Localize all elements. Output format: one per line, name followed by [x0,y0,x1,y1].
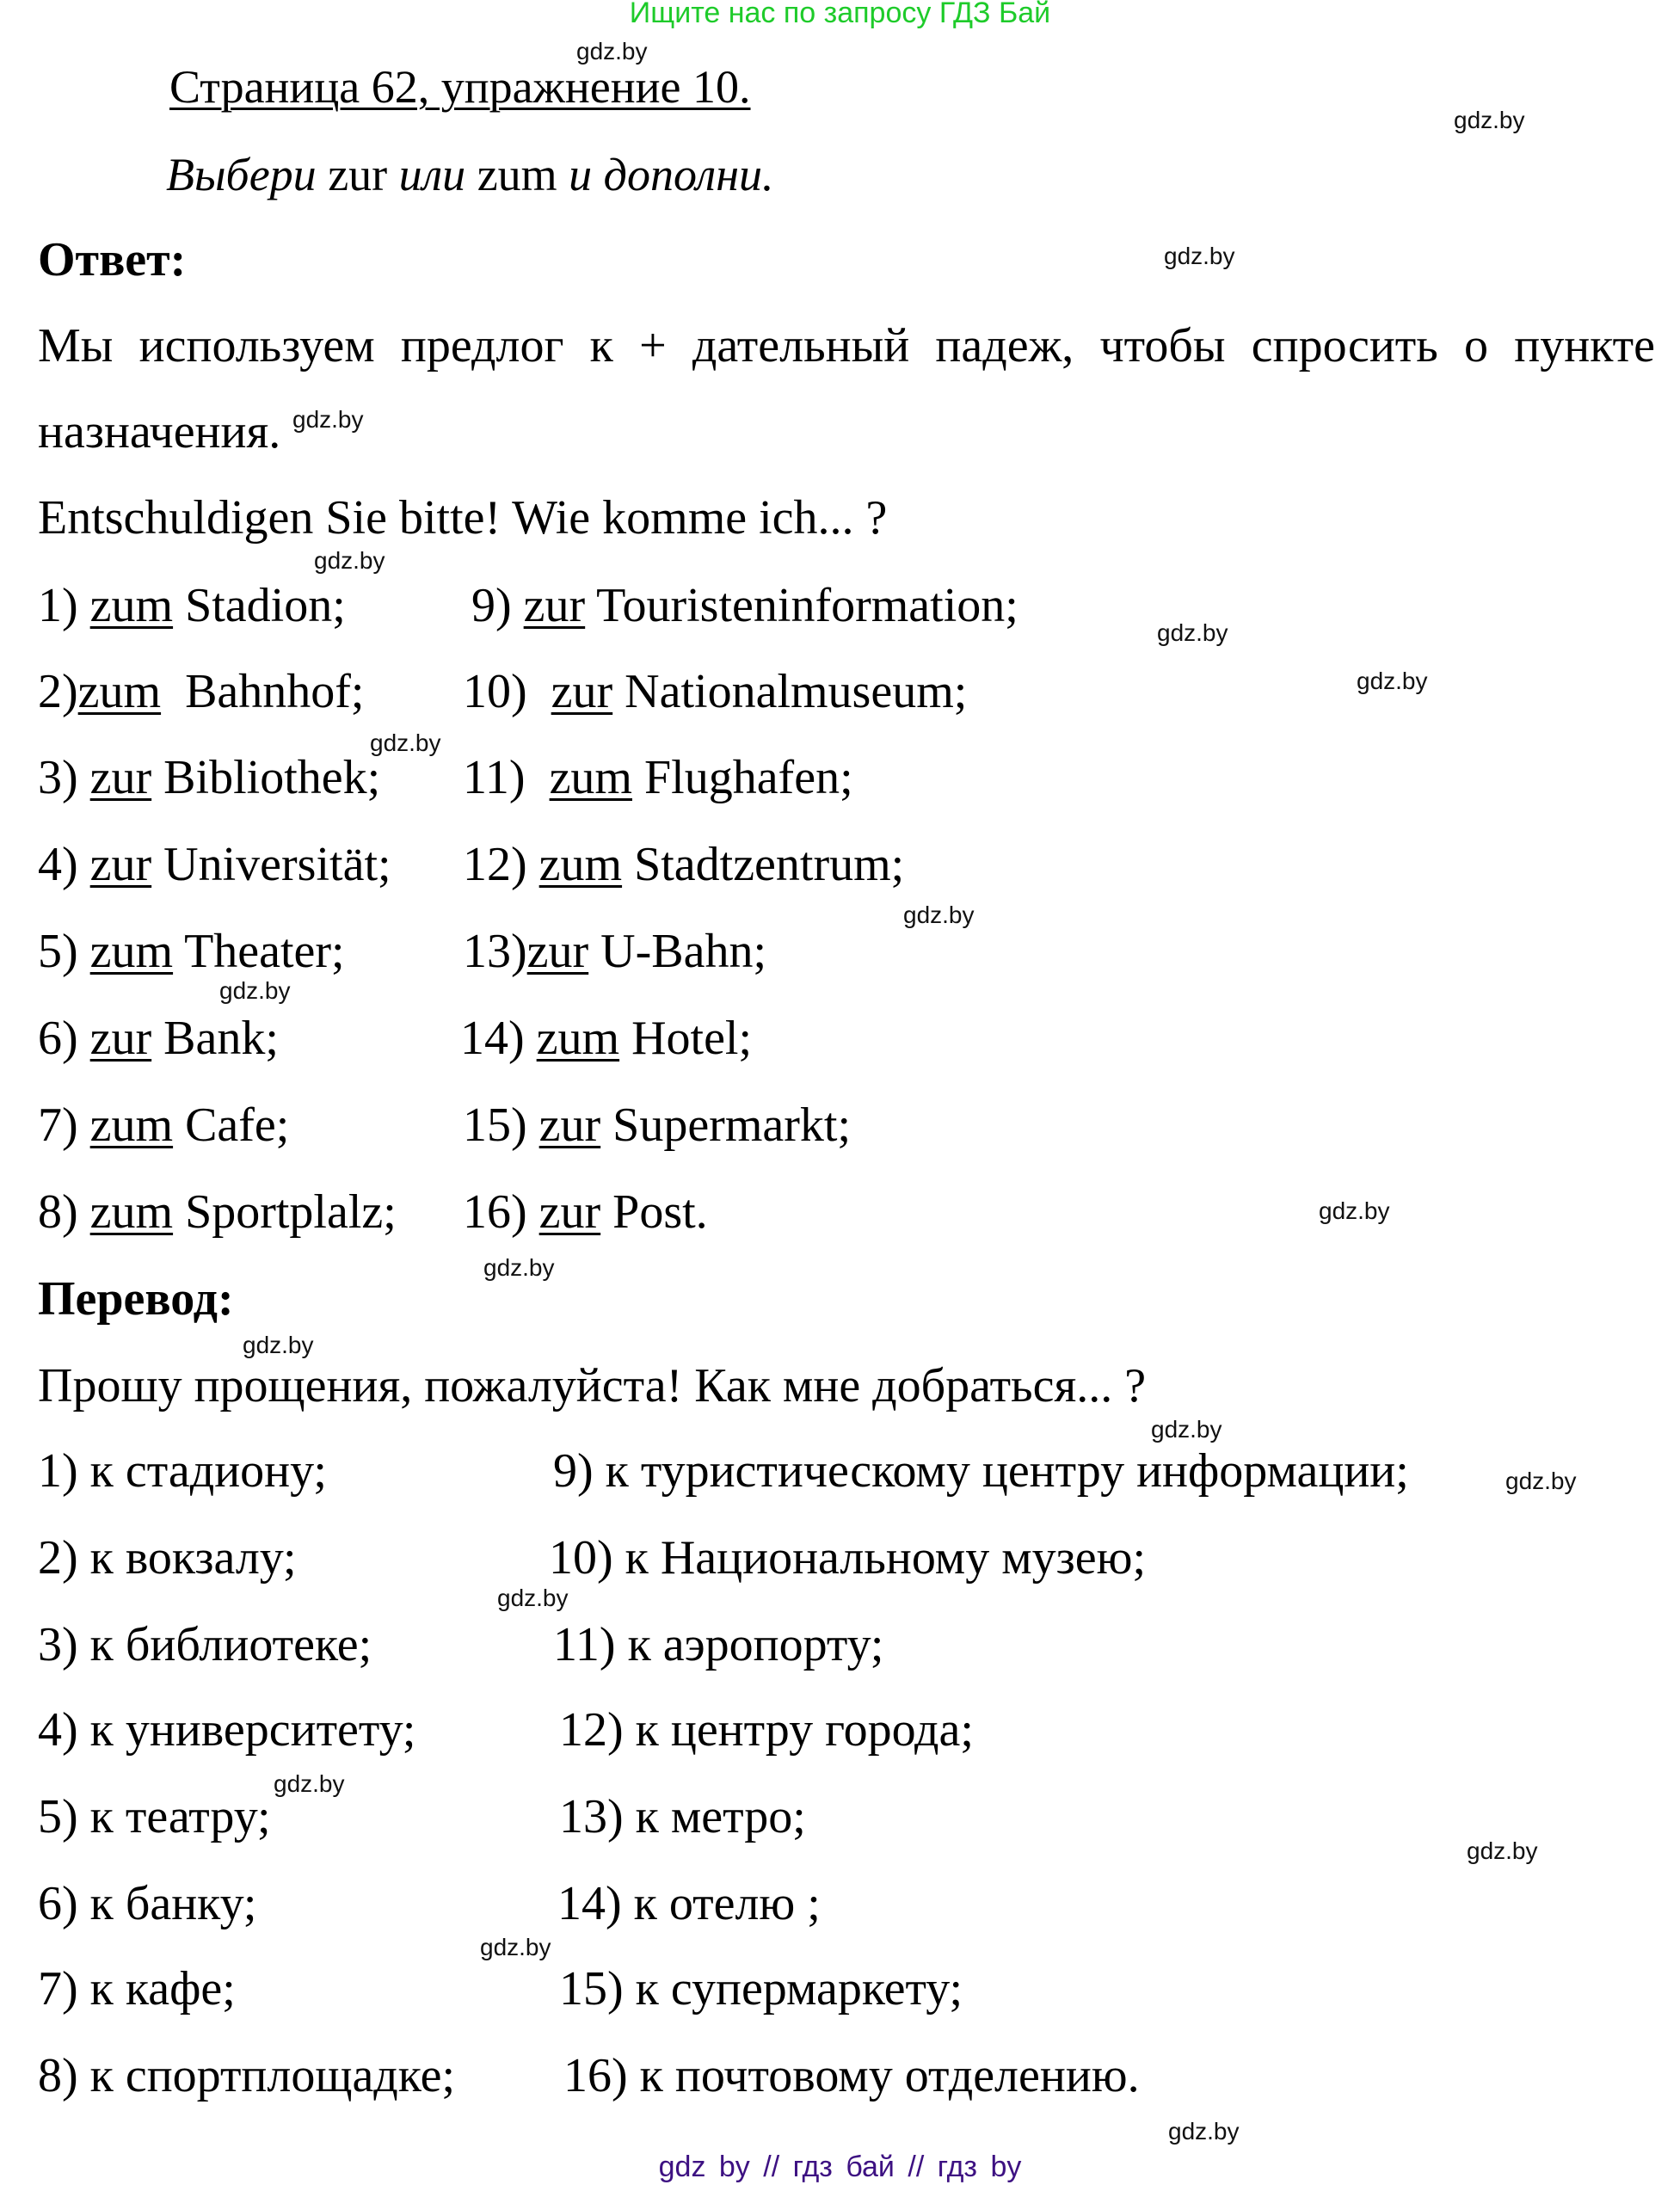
answer-preposition: zur [89,751,152,804]
watermark: gdz.by [314,547,385,574]
answer-preposition: zur [89,1012,152,1065]
search-banner[interactable]: Ищите нас по запросу ГДЗ Бай [629,0,1051,29]
watermark: gdz.by [1467,1837,1538,1864]
answer-preposition: zur [523,579,586,632]
answer-ru-item: 3) к библиотеке; [38,1618,372,1671]
answer-de-item: 4) zur Universität; [38,838,391,891]
answer-preposition: zum [549,751,632,804]
answer-ru-item: 15) к супермаркету; [559,1962,963,2015]
answer-preposition: zur [89,838,152,891]
answer-ru-item: 12) к центру города; [559,1703,974,1757]
watermark: gdz.by [480,1934,551,1960]
answer-ru-item: 1) к стадиону; [38,1444,327,1498]
answer-preposition: zum [89,1098,174,1152]
answer-heading: Ответ: [38,233,187,286]
answer-preposition: zum [536,1012,620,1065]
answer-de-item: 3) zur Bibliothek; [38,751,381,804]
question-german: Entschuldigen Sie bitte! Wie komme ich... ? [38,491,888,545]
watermark: gdz.by [497,1585,569,1611]
answer-de-item: 11) zum Flughafen; [463,751,853,804]
answer-ru-item: 5) к театру; [38,1790,271,1843]
answer-de-item: 8) zum Sportplalz; [38,1185,397,1239]
answer-preposition: zum [538,838,623,891]
watermark: gdz.by [1454,107,1525,133]
watermark: gdz.by [1151,1416,1222,1443]
answer-ru-item: 10) к Национальному музею; [549,1531,1147,1585]
answer-preposition: zur [538,1098,601,1152]
task-instruction [166,148,773,201]
answer-preposition: zur [551,665,613,718]
task-text: или [398,149,466,200]
task-text: Выбери [166,149,317,200]
answer-ru-item: 4) к университету; [38,1703,416,1757]
task-text: и дополни. [569,149,774,200]
task-word-zum: zum [477,149,557,200]
watermark: gdz.by [1357,668,1428,694]
answer-de-item: 7) zum Cafe; [38,1098,290,1152]
answer-ru-item: 11) к аэропорту; [553,1618,884,1671]
watermark: gdz.by [243,1332,314,1358]
answer-ru-item: 16) к почтовому отделению. [563,2049,1140,2102]
answer-de-item: 16) zur Post. [463,1185,708,1239]
answer-ru-item: 8) к спортплощадке; [38,2049,456,2102]
watermark: gdz.by [292,406,364,433]
watermark: gdz.by [219,977,291,1004]
answer-de-item: 5) zum Theater; [38,925,345,978]
answer-de-item: 15) zur Supermarkt; [463,1098,851,1152]
answer-ru-item: 13) к метро; [559,1790,806,1843]
answer-de-item: 1) zum Stadion; [38,579,346,632]
watermark: gdz.by [1164,243,1235,269]
answer-de-item: 14) zum Hotel; [460,1012,753,1065]
answer-preposition: zum [89,1185,174,1239]
answer-de-item: 2)zum Bahnhof; [38,665,365,718]
answer-de-item: 6) zur Bank; [38,1012,279,1065]
answer-de-item: 12) zum Stadtzentrum; [463,838,905,891]
answer-ru-item: 7) к кафе; [38,1962,236,2015]
watermark: gdz.by [1157,619,1228,646]
answer-ru-item: 2) к вокзалу; [38,1531,297,1585]
answer-preposition: zur [538,1185,601,1239]
explanation-line-2: назначения. [38,405,281,458]
answer-ru-item: 6) к банку; [38,1877,257,1930]
answer-preposition: zum [89,579,174,632]
watermark: gdz.by [483,1254,555,1281]
translation-heading: Перевод: [38,1272,234,1326]
answer-de-item: 9) zur Touristeninformation; [471,579,1018,632]
watermark: gdz.by [1319,1197,1390,1224]
answer-ru-item: 9) к туристическому центру информации; [553,1444,1409,1498]
answer-preposition: zum [89,925,174,978]
explanation-line-1: Мы используем предлог к + дательный падеж, чтобы спросить о пункте [38,319,1655,372]
answer-de-item: 13)zur U-Bahn; [463,925,767,978]
watermark: gdz.by [1168,2118,1240,2145]
answer-preposition: zur [526,925,589,978]
task-word-zur: zur [328,149,388,200]
question-russian: Прошу прощения, пожалуйста! Как мне добраться... ? [38,1359,1147,1412]
answer-ru-item: 14) к отелю ; [557,1877,821,1930]
answer-de-item: 10) zur Nationalmuseum; [463,665,968,718]
watermark: gdz.by [1505,1468,1577,1494]
watermark: gdz.by [576,38,648,65]
watermark: gdz.by [274,1770,345,1797]
watermark: gdz.by [903,902,975,928]
answer-preposition: zum [77,665,162,718]
watermark: gdz.by [370,729,441,756]
footer-links[interactable]: gdz by // гдз бай // гдз by [658,2151,1022,2183]
page-title: Страница 62, упражнение 10. [169,61,751,113]
